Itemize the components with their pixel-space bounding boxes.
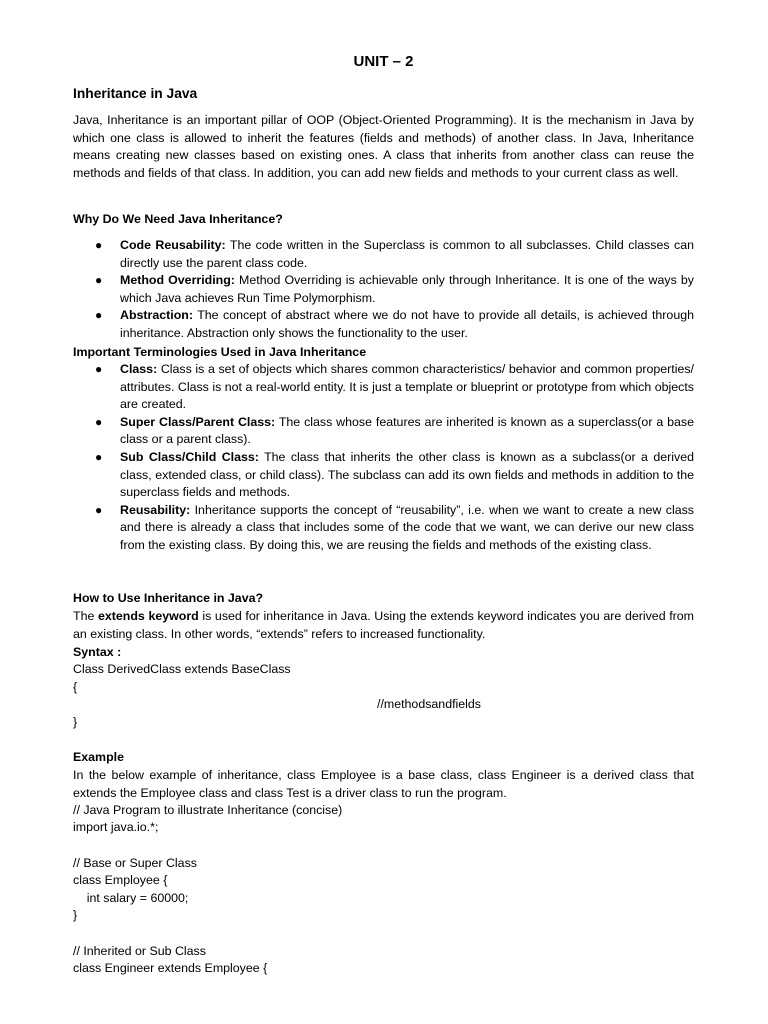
syntax-label: Syntax :: [73, 645, 122, 659]
example-heading: Example: [73, 750, 124, 764]
code-line: }: [73, 908, 78, 922]
syntax-close-brace: }: [73, 715, 78, 729]
list-item: ● Reusability: Inheritance supports the concept of “reusability”, i.e. when we want to create a new class and there is already a class that includes some of the code that we want, we can derive our new class from the existing class. By doing this, we are reusing the fields and methods of the existing class.: [95, 502, 694, 552]
code-line: import java.io.*;: [73, 820, 159, 834]
code-line: class Engineer extends Employee {: [73, 961, 268, 975]
syntax-line: Class DerivedClass extends BaseClass: [73, 662, 291, 676]
section-heading: Inheritance in Java: [73, 86, 198, 101]
how-paragraph: The extends keyword is used for inheritance in Java. Using the extends keyword indicates you are derived from an existing class. In other words, “extends” refers to increased functionality.: [73, 609, 694, 641]
why-heading: Why Do We Need Java Inheritance?: [73, 212, 283, 226]
list-item: ● Abstraction: The concept of abstract where we do not have to provide all details, is achieved through inheritance. Abstraction only shows the functionality to the user.: [95, 308, 694, 340]
why-list: [73, 237, 694, 343]
list-item: ● Sub Class/Child Class: The class that inherits the other class is known as a subclass(or a derived class, extended class, or child class). The subclass can add its own fields and methods in addition to the superclass fields and methods.: [95, 449, 694, 500]
example-description: In the below example of inheritance, class Employee is a base class, class Engineer is a derived class that extends the Employee class and class Test is a driver class to run the program.: [73, 768, 694, 800]
code-line: // Inherited or Sub Class: [73, 944, 206, 958]
list-item: ● Super Class/Parent Class: The class whose features are inherited is known as a superclass(or a base class or a parent class).: [95, 414, 694, 447]
how-heading: How to Use Inheritance in Java?: [73, 591, 264, 605]
terminologies-list: [73, 361, 694, 555]
syntax-open-brace: {: [73, 680, 78, 694]
list-item: ● Class: Class is a set of objects which shares common characteristics/ behavior and common properties/ attributes. Class is not a real-world entity. It is just a template or blueprint or prototype from which objects are created.: [95, 362, 694, 412]
list-item: ● Code Reusability: The code written in the Superclass is common to all subclasses. Child classes can directly use the parent class code.: [95, 238, 694, 270]
code-line: class Employee {: [73, 873, 168, 887]
list-item: ● Method Overriding: Method Overriding is achievable only through Inheritance. It is one of the ways by which Java achieves Run Time Polymorphism.: [95, 273, 694, 305]
code-line: int salary = 60000;: [73, 891, 189, 905]
code-line: // Base or Super Class: [73, 856, 197, 870]
page-title: UNIT – 2: [353, 53, 414, 70]
code-line: // Java Program to illustrate Inheritance (concise): [73, 803, 343, 817]
intro-paragraph: Java, Inheritance is an important pillar of OOP (Object-Oriented Programming). It is the mechanism in Java by which one class is allowed to inherit the features (fields and methods) of another class. In Java, Inheritance means creating new classes based on existing ones. A class that inherits from another class can reuse the methods and fields of that class. In addition, you can add new fields and methods to your current class as well.: [73, 113, 694, 180]
terminologies-heading: Important Terminologies Used in Java Inheritance: [73, 345, 367, 359]
syntax-body-comment: //methodsandfields: [377, 697, 482, 711]
